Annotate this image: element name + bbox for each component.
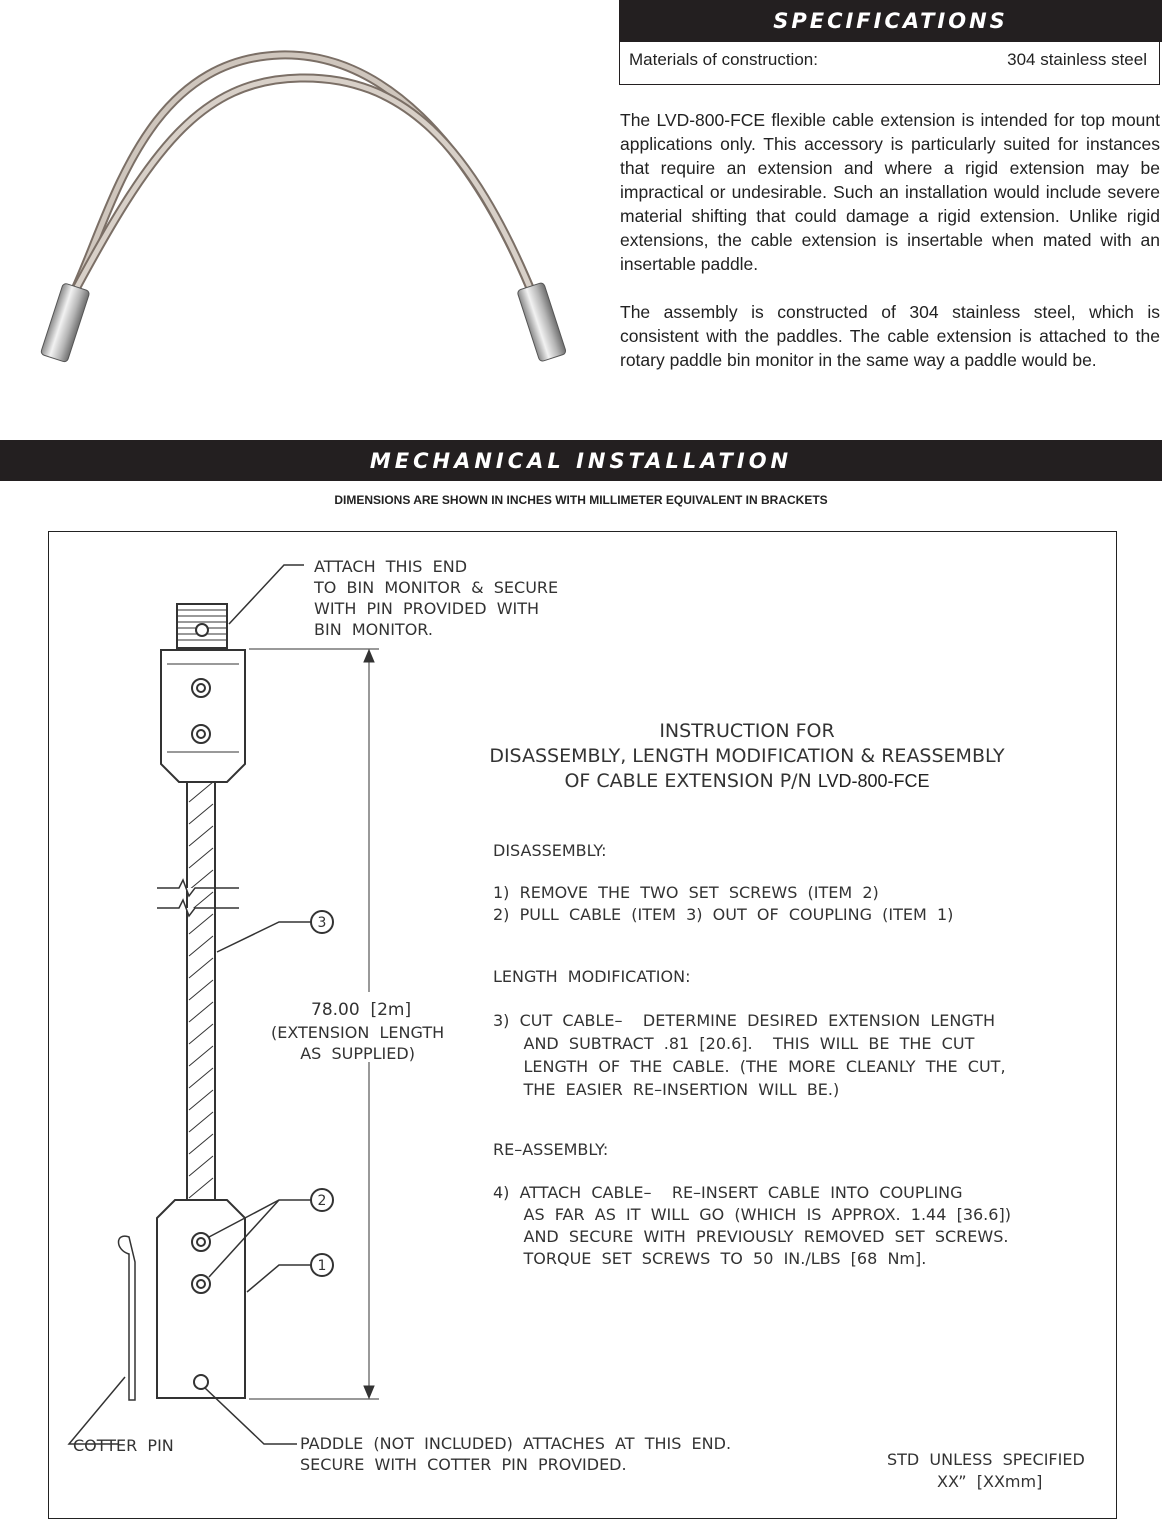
spec-label: Materials of construction: (629, 50, 818, 69)
cotter-pin-label: COTTER PIN (73, 1436, 174, 1455)
description-paragraph-2: The assembly is constructed of 304 stainless steel, which is consistent with the paddles. The cable extension is attached to the rotary paddle bin monitor in the same way a paddle would be. (620, 302, 1160, 370)
reassembly-steps: 4) ATTACH CABLE– RE–INSERT CABLE INTO COUPLING AS FAR AS IT WILL GO (WHICH IS APPROX. 1.44 [36.6]) AND SECURE WITH PREVIOUSLY REMOVED SET SCREWS. TORQUE SET SCREWS TO 50 IN./LBS [68 Nm]. (493, 1183, 1011, 1268)
length-modification-heading: LENGTH MODIFICATION: (493, 967, 691, 986)
spec-row-materials (619, 42, 1160, 85)
product-description (620, 108, 1160, 396)
disassembly-heading: DISASSEMBLY: (493, 841, 607, 860)
part-number: LVD-800-FCE (817, 771, 930, 791)
instruction-title-line2: DISASSEMBLY, LENGTH MODIFICATION & REASSEMBLY (489, 745, 1005, 767)
instruction-title-line1: INSTRUCTION FOR (659, 720, 835, 742)
attach-end-note: ATTACH THIS END TO BIN MONITOR & SECURE WITH PIN PROVIDED WITH BIN MONITOR. (314, 557, 559, 639)
dimensions-note: DIMENSIONS ARE SHOWN IN INCHES WITH MILLIMETER EQUIVALENT IN BRACKETS (334, 493, 828, 507)
instruction-title-line3 (437, 769, 1057, 794)
installation-drawing (48, 531, 1117, 1519)
title-line3-text: OF CABLE EXTENSION P/N (564, 770, 812, 792)
reassembly-heading: RE–ASSEMBLY: (493, 1140, 609, 1159)
callout-1: 1 (317, 1258, 327, 1274)
length-dimension-note: (EXTENSION LENGTH AS SUPPLIED) (271, 1023, 445, 1063)
std-note: STD UNLESS SPECIFIED (887, 1450, 1085, 1469)
description-paragraph-1: The LVD-800-FCE flexible cable extension is intended for top mount applications only. This accessory is particularly suited for instances that require an extension and where a rigid extension may be impractical or undesirable. Such an installation would include severe material shifting that could damage a rigid extension. Unlike rigid extensions, the cable extension is insertable when mated with an insertable paddle. (620, 110, 1160, 274)
cable-extension-photo (0, 0, 600, 420)
callout-3: 3 (317, 915, 327, 931)
callout-2: 2 (317, 1193, 327, 1209)
specifications-heading: SPECIFICATIONS (619, 0, 1162, 42)
length-modification-steps: 3) CUT CABLE– DETERMINE DESIRED EXTENSION LENGTH AND SUBTRACT .81 [20.6]. THIS WILL BE THE CUT LENGTH OF THE CABLE. (THE MORE CLEANLY THE CUT, THE EASIER RE–INSERTION WILL BE.) (493, 1011, 1006, 1099)
mechanical-installation-heading: MECHANICAL INSTALLATION (0, 440, 1162, 481)
std-format: XX” [XXmm] (937, 1472, 1043, 1491)
spec-value: 304 stainless steel (1007, 50, 1147, 69)
disassembly-steps: 1) REMOVE THE TWO SET SCREWS (ITEM 2) 2) PULL CABLE (ITEM 3) OUT OF COUPLING (ITEM 1) (493, 883, 954, 924)
length-dimension: 78.00 [2m] (311, 1000, 412, 1020)
paddle-attach-note: PADDLE (NOT INCLUDED) ATTACHES AT THIS END. SECURE WITH COTTER PIN PROVIDED. (300, 1434, 732, 1474)
